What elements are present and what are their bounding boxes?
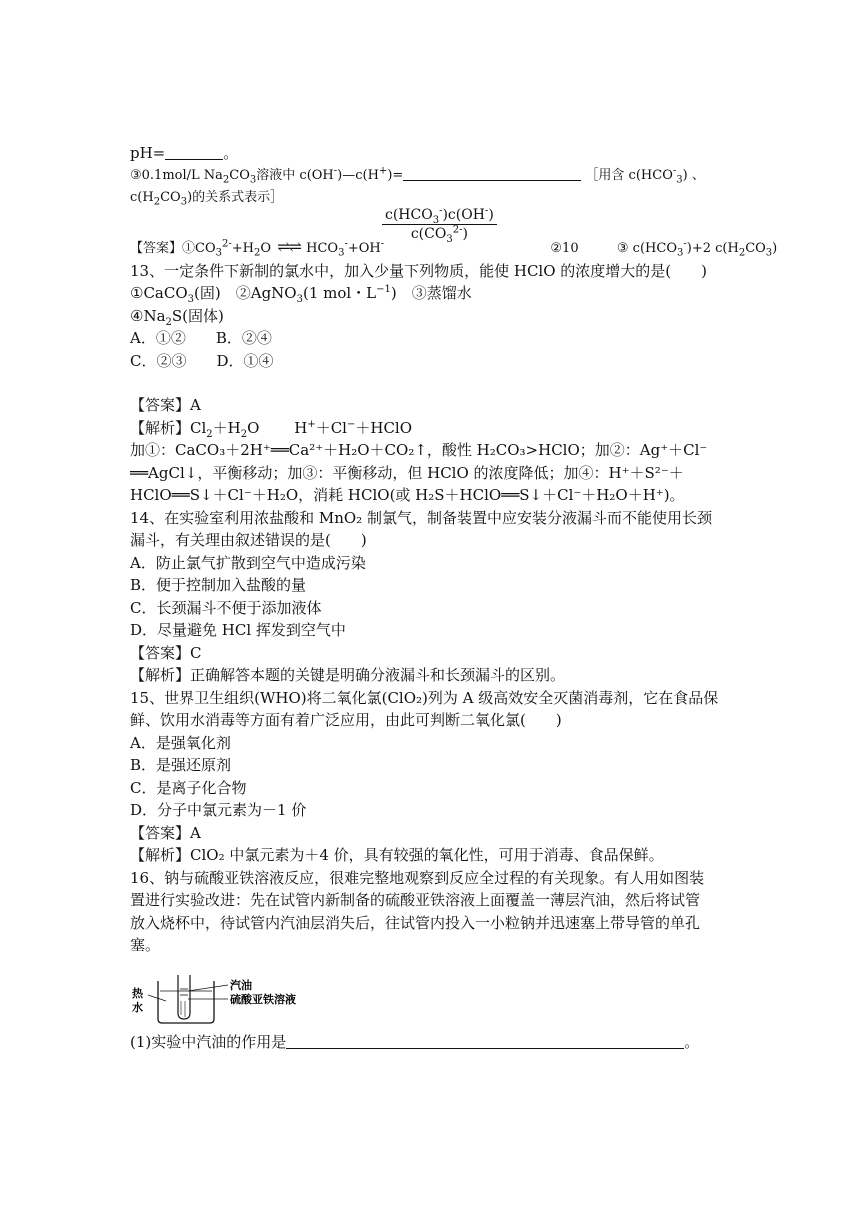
solution-hatch xyxy=(181,1001,185,1017)
q16-stem-3: 放入烧杯中，待试管内汽油层消失后，往试管内投入一小粒钠并迅速塞上带导管的单孔 xyxy=(130,913,701,932)
text: 。 xyxy=(684,1032,700,1051)
text: O xyxy=(260,240,272,256)
text: −1 xyxy=(376,284,391,295)
analysis-label: 【解析】 xyxy=(130,666,191,684)
q13-analysis-2: ══AgCl↓，平衡移动；加③：平衡移动，但 HClO 的浓度降低；加④：H⁺＋S²⁻＋ xyxy=(130,463,684,482)
text: ②10 xyxy=(550,240,579,256)
text: )的关系式表示］ xyxy=(187,190,284,205)
q13-analysis-3: HClO══S↓＋Cl⁻＋H₂O，消耗 HClO(或 H₂S＋HClO══S↓＋Cl⁻＋H₂O＋H⁺)。 xyxy=(130,486,685,504)
q15-answer xyxy=(130,822,730,845)
text: (固) ②AgNO xyxy=(194,284,297,302)
text: ＋HClO xyxy=(355,418,413,437)
text: 3 xyxy=(676,247,684,259)
text: ［用含 c(HCO xyxy=(585,167,673,183)
text: 2- xyxy=(452,223,463,235)
text: pH= xyxy=(130,144,166,162)
text: - xyxy=(683,238,687,250)
q15-option-d: D．分子中氯元素为－1 价 xyxy=(130,801,307,819)
text: + xyxy=(378,165,388,177)
beaker-outline xyxy=(158,981,214,1023)
text: )+2 c(H xyxy=(686,240,739,256)
text: 2 xyxy=(206,428,213,440)
text: CO xyxy=(229,167,250,183)
text: ①CaCO xyxy=(130,284,188,302)
analysis-label: 【解析】 xyxy=(130,418,191,437)
q13-analysis-equation xyxy=(130,417,730,440)
text: CO xyxy=(745,240,766,256)
text: 3 xyxy=(432,214,440,226)
text: ④Na xyxy=(130,306,166,325)
text: S(固体) xyxy=(171,306,224,325)
text: (1)实验中汽油的作用是 xyxy=(130,1032,287,1051)
q15-analysis xyxy=(130,844,730,867)
text: )c(OH xyxy=(442,206,485,223)
text: +H xyxy=(231,240,254,256)
text: ) xyxy=(462,225,468,242)
text: c(HCO xyxy=(385,206,433,223)
text: Cl xyxy=(190,418,207,437)
text: - xyxy=(484,204,489,216)
text: 3 xyxy=(446,233,453,245)
text: 。 xyxy=(223,144,239,162)
q14-option-d: D．尽量避免 HCl 挥发到空气中 xyxy=(130,621,346,639)
text: 2 xyxy=(240,428,248,440)
q13-choice-cd: C．②③ D．①④ xyxy=(130,351,274,370)
text: 2 xyxy=(222,174,230,186)
q13-options-1 xyxy=(130,282,730,305)
text: ) 、 xyxy=(682,167,705,183)
text: ③0.1mol/L Na xyxy=(130,167,223,183)
text: - xyxy=(380,238,385,250)
text: 3 xyxy=(338,247,345,259)
q14-stem-2: 漏斗，有关理由叙述错误的是( ) xyxy=(130,531,367,549)
text: ) xyxy=(772,240,778,256)
text: 3 xyxy=(296,294,303,305)
q16-stem-1: 16、钠与硫酸亚铁溶液反应，很难完整地观察到反应全过程的有关现象。有人用如图装 xyxy=(130,868,705,887)
text: + xyxy=(307,418,316,430)
q13-analysis-1: 加①：CaCO₃＋2H⁺══Ca²⁺＋H₂O＋CO₂↑，酸性 H₂CO₃>HClO；加②：Ag⁺＋Cl⁻ xyxy=(130,441,708,459)
text: ＋H xyxy=(212,418,241,437)
q12-part3-line xyxy=(130,165,730,188)
equilibrium-arrow-icon: ⇌⇌ xyxy=(277,236,300,256)
spacer xyxy=(130,372,730,394)
text: 3 xyxy=(215,247,222,259)
text: 3 xyxy=(676,174,683,186)
text: 溶液中 c(OH xyxy=(256,167,334,183)
q14-option-c: C．长颈漏斗不便于添加液体 xyxy=(130,598,322,617)
answer-blank xyxy=(403,165,581,181)
q13-stem: 13、一定条件下新制的氯水中，加入少量下列物质，能使 HClO 的浓度增大的是( ) xyxy=(130,261,707,280)
answer-row xyxy=(130,236,777,261)
answer-blank xyxy=(165,144,223,160)
q15-stem-1: 15、世界卫生组织(WHO)将二氧化氯(ClO₂)列为 A 级高效安全灭菌消毒剂，它在食品保 xyxy=(130,688,719,707)
text: HCO xyxy=(306,240,339,256)
label-solution: 硫酸亚铁溶液 xyxy=(230,992,296,1006)
answer-value: A xyxy=(190,823,201,842)
q16-sub1 xyxy=(130,1031,730,1054)
q14-analysis xyxy=(130,664,730,687)
text: CO xyxy=(160,190,181,205)
document-content xyxy=(130,142,778,1053)
label-water: 水 xyxy=(132,1000,143,1014)
q13-choice-ab: A．①② B．②④ xyxy=(130,329,272,347)
text: +OH xyxy=(347,240,381,256)
text: O H xyxy=(247,418,308,437)
test-tube xyxy=(178,975,190,1019)
label-gasoline: 汽油 xyxy=(230,978,252,992)
q14-stem-1: 14、在实验室利用浓盐酸和 MnO₂ 制氯气，制备装置中应安装分液漏斗而不能使用长颈 xyxy=(130,508,712,527)
text: - xyxy=(439,204,443,216)
text: ＋Cl xyxy=(315,418,347,437)
text: ①CO xyxy=(182,240,216,256)
text: 3 xyxy=(180,196,188,208)
text: 3 xyxy=(187,294,195,305)
text: ) xyxy=(488,206,494,223)
text: − xyxy=(346,418,356,430)
q13-options-2 xyxy=(130,305,730,328)
q14-option-b: B．便于控制加入盐酸的量 xyxy=(130,576,307,594)
text: 2 xyxy=(253,247,261,259)
analysis-text: ClO₂ 中氯元素为＋4 价，具有较强的氧化性，可用于消毒、食品保鲜。 xyxy=(190,846,664,864)
answer-label: 【答案】 xyxy=(130,643,191,662)
text: 3 xyxy=(249,174,257,186)
text: 2 xyxy=(165,316,172,328)
label-hot: 热 xyxy=(132,986,143,1000)
q15-stem-2: 鲜、饮用水消毒等方面有着广泛应用，由此可判断二氧化氯( ) xyxy=(130,711,562,729)
text: )—c(H xyxy=(337,167,379,183)
text: (1 mol・L xyxy=(302,284,377,302)
text: ) ③蒸馏水 xyxy=(390,284,472,302)
answer-label: 【答案】 xyxy=(130,240,183,256)
answer-blank xyxy=(286,1033,684,1049)
text: 2 xyxy=(738,247,746,259)
answer-value: A xyxy=(190,396,201,414)
q13-answer xyxy=(130,394,730,417)
q14-option-a: A．防止氯气扩散到空气中造成污染 xyxy=(130,553,366,572)
q16-stem-2: 置进行实验改进：先在试管内新制备的硫酸亚铁溶液上面覆盖一薄层汽油，然后将试管 xyxy=(130,891,701,909)
q15-option-b: B．是强还原剂 xyxy=(130,756,232,774)
q15-option-c: C．是离子化合物 xyxy=(130,778,247,797)
q15-option-a: A．是强氧化剂 xyxy=(130,733,231,752)
analysis-text: 正确解答本题的关键是明确分液漏斗和长颈漏斗的区别。 xyxy=(190,666,566,684)
water-leader xyxy=(148,995,166,1001)
answer-value: C xyxy=(190,643,202,662)
text: 2- xyxy=(222,238,232,250)
text: - xyxy=(672,165,677,177)
text: - xyxy=(333,165,338,177)
beaker-test-tube-diagram xyxy=(130,957,330,1031)
text: 3 xyxy=(765,247,773,259)
ph-line xyxy=(130,142,730,165)
text: c(CO xyxy=(410,225,447,242)
analysis-label: 【解析】 xyxy=(130,846,191,864)
fraction-numerator xyxy=(382,206,497,225)
text: - xyxy=(344,238,348,250)
text: 2 xyxy=(153,196,161,208)
gasoline-leader xyxy=(188,985,228,991)
apparatus-figure xyxy=(130,957,730,1031)
text: ③ c(HCO xyxy=(616,240,677,256)
answer-label: 【答案】 xyxy=(130,396,191,414)
q12-answer xyxy=(130,204,778,260)
q14-answer xyxy=(130,642,730,665)
text: )= xyxy=(387,167,404,183)
answer-label: 【答案】 xyxy=(130,823,191,842)
text: c(H xyxy=(130,190,154,205)
q16-stem-4: 塞。 xyxy=(130,936,161,954)
